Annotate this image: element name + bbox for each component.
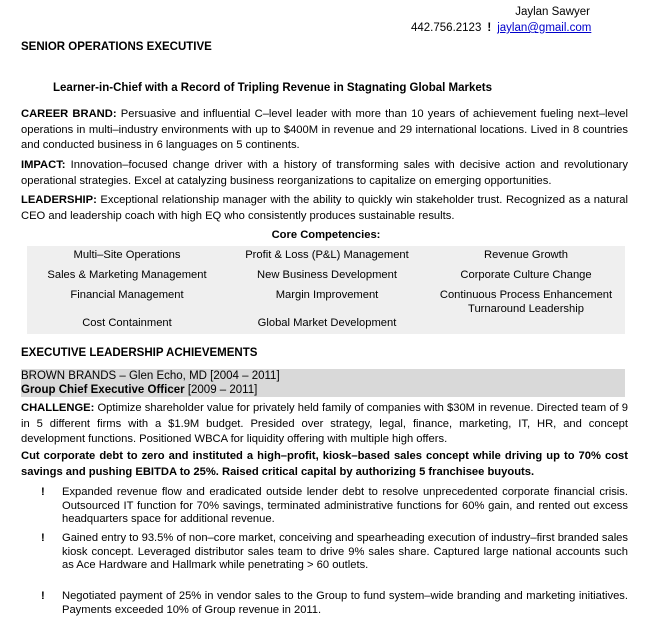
- role-dates: [2009 – 2011]: [187, 384, 258, 396]
- bullet-text: Negotiated payment of 25% in vendor sales to the Group to fund system–wide branding and marketing initiatives. Payments exceeded 10% of Group revenue in 2011.: [62, 590, 628, 616]
- competencies-table: [27, 246, 625, 334]
- competency-item: Multi–Site Operations: [73, 249, 181, 261]
- competencies-row: [27, 246, 625, 267]
- role-title: Group Chief Executive Officer: [21, 384, 185, 396]
- employer-line: BROWN BRANDS – Glen Echo, MD [2004 – 2011]: [21, 370, 280, 382]
- competency-item: Revenue Growth: [484, 249, 568, 261]
- competency-item: Margin Improvement: [275, 289, 379, 301]
- competency-item: Sales & Marketing Management: [47, 269, 207, 281]
- competency-item: Profit & Loss (P&L) Management: [245, 249, 409, 261]
- competency-item: Corporate Culture Change: [460, 269, 592, 281]
- competencies-row: [27, 267, 625, 286]
- role-line: [21, 384, 257, 396]
- contact-name: Jaylan Sawyer: [515, 6, 590, 18]
- impact-label: IMPACT:: [21, 159, 66, 171]
- challenge-label: CHALLENGE:: [21, 402, 95, 414]
- competency-item: Financial Management: [70, 289, 184, 301]
- bullet-mark: !: [41, 590, 45, 602]
- bullet-text: Gained entry to 93.5% of non–core market, conceiving and spearheading execution of industry–first branded sales kiosk concept. Leveraged distributor sales team to drive 9% sales share. Captured large national accounts such as Ace Hardware and Hallmark while penetrating > 60 outlets.: [62, 532, 628, 572]
- achievements-heading: EXECUTIVE LEADERSHIP ACHIEVEMENTS: [21, 347, 258, 359]
- challenge-paragraph: [21, 401, 628, 448]
- career-brand-label: CAREER BRAND:: [21, 108, 117, 120]
- impact-text: Innovation–focused change driver with a history of transforming sales with decisive action and revolutionary operational strategies. Excel at catalyzing business reorganizations to capitalize on emerging opportunities.: [21, 159, 628, 187]
- leadership-label: LEADERSHIP:: [21, 194, 97, 206]
- contact-phone: 442.756.2123: [411, 22, 482, 34]
- competency-item: Continuous Process Enhancement Turnaround Leadership: [439, 289, 613, 315]
- leadership-text: Exceptional relationship manager with the ability to quickly win stakeholder trust. Recognized as a natural CEO and leadership coach with high EQ who consistently produces sustainable results.: [21, 194, 629, 222]
- competencies-title: Core Competencies:: [271, 229, 381, 241]
- contact-separator: !: [487, 22, 492, 34]
- highlight-paragraph: Cut corporate debt to zero and instituted a high–profit, kiosk–based sales concept while driving up to 70% cost savings and pushing EBITDA to 25%. Raised critical capital by authorizing 5 franchisee buyouts.: [21, 450, 628, 478]
- competencies-row: [27, 286, 625, 316]
- bullet-text: Expanded revenue flow and eradicated outside lender debt to resolve unprecedented corporate financial crisis. Outsourced IT function for 70% savings, terminated administrative functions for 60% gain, and rented out excess headquarters space for additional revenue.: [62, 486, 628, 526]
- bullet-mark: !: [41, 532, 45, 544]
- challenge-text: Optimize shareholder value for privately held family of companies with $30M in revenue. Directed team of 9 in 5 different firms with a $1.9M budget. Presided over strategy, legal, finance, marketing, IT, HR, and concept development functions. Positioned WBCA for liquidity offering with multiple high offers.: [21, 402, 629, 446]
- competency-item: Global Market Development: [257, 317, 397, 329]
- leadership-paragraph: [21, 193, 628, 224]
- bullet-mark: !: [41, 486, 45, 498]
- competency-item: Cost Containment: [82, 317, 172, 329]
- competency-item: New Business Development: [257, 269, 397, 281]
- contact-email-link[interactable]: jaylan@gmail.com: [497, 22, 592, 34]
- career-brand-paragraph: [21, 107, 628, 154]
- career-brand-text: Persuasive and influential C–level leader with more than 10 years of achievement fueling next–level operations in multi–industry environments with up to $400M in revenue and 29 international locations. Lived in 8 countries and conducted business in 6 languages on 5 continents.: [21, 108, 628, 152]
- page-title: SENIOR OPERATIONS EXECUTIVE: [21, 41, 212, 53]
- tagline: Learner-in-Chief with a Record of Tripling Revenue in Stagnating Global Markets: [53, 82, 492, 94]
- impact-paragraph: [21, 158, 628, 189]
- contact-line: [411, 22, 591, 34]
